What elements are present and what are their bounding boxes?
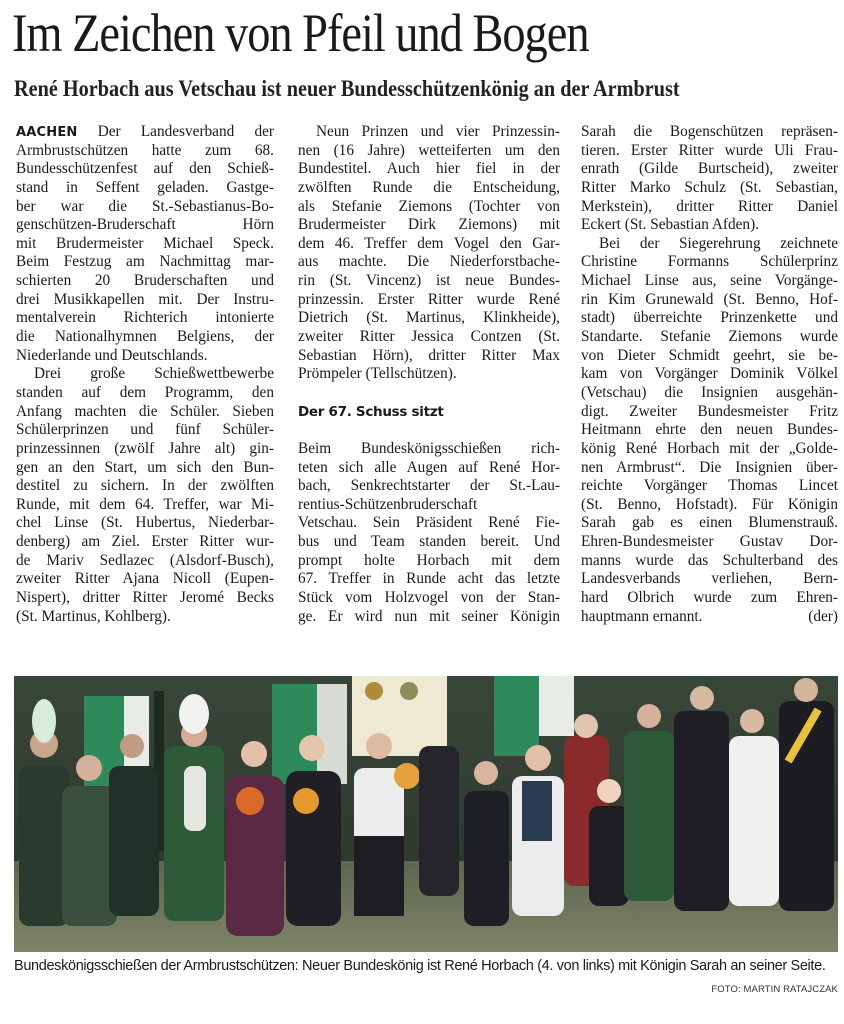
- text-line: rin (St. Vincenz) ist neue Bundes-: [298, 272, 560, 290]
- text-line: hard Olbrich wurde zum Ehren-: [581, 589, 838, 607]
- text-line: Bundestitel. Auch hier fiel in der: [298, 160, 560, 178]
- text-line: Runde, mit dem 64. Treffer, war Mi-: [16, 495, 274, 513]
- text-line: Prömpeler (Tellschützen).: [298, 365, 457, 383]
- author-tag: (der): [808, 607, 838, 625]
- text-line: Ehren-Bundesmeister Gustav Dor-: [581, 533, 838, 551]
- text-line: Eckert (St. Sebastian Afden).: [581, 216, 759, 234]
- text-line: zwölften Runde die Entscheidung,: [298, 178, 560, 196]
- text-line: Michael Linse aus, seine Vorgänge-: [581, 272, 838, 290]
- text-line: 67. Treffer in Runde acht das letzte: [298, 570, 560, 588]
- text-line: als Stefanie Ziemons (Tochter von: [298, 197, 560, 215]
- text-line: Niederlande und Deutschlands.: [16, 346, 208, 364]
- text-line: prinzessinnen (zwölf Jahre alt) gin-: [16, 439, 274, 457]
- text-line: manns wurde das Schulterband des: [581, 551, 838, 569]
- text-line: mentalverein Richterich intonierte: [16, 309, 274, 327]
- text-line: stand in Seffent geladen. Gastge-: [16, 178, 274, 196]
- text-line: von Dieter Schmidt geehrt, sie be-: [581, 346, 838, 364]
- text-line: Heitmann ehrte den neuen Bundes-: [581, 421, 838, 439]
- text-line: kam von Vorgänger Dominik Völkel: [581, 365, 838, 383]
- text-line: Sarah gab es einen Blumenstrauß.: [581, 514, 838, 532]
- photo-caption: Bundeskönigsschießen der Armbrustschützen: Neuer Bundeskönig ist René Horbach (4. von links) mit Königin Sarah an seiner Seite.: [14, 958, 826, 974]
- text-line: schierten 20 Bruderschaften und: [16, 272, 274, 290]
- text-line: stadt) überreichte Prinzenkette und: [581, 309, 838, 327]
- text-line: Landesverbands verliehen, Bern-: [581, 570, 838, 588]
- text-line: Christine Formanns Schülerprinz: [581, 253, 838, 271]
- text-line: rentius-Schützenbruderschaft: [298, 495, 478, 513]
- text-line: nen Armbrust“. Die Insignien über-: [581, 458, 838, 476]
- text-line: destitel zu sichern. In der zwölften: [16, 477, 274, 495]
- photo-credit: FOTO: MARTIN RATAJCZAK: [711, 984, 838, 995]
- text-line: aus machte. Die Niederforstbache-: [298, 253, 560, 271]
- text-line: Sarah die Bogenschützen repräsen-: [581, 123, 838, 140]
- group-photo-illustration: [14, 676, 838, 952]
- text-line: AACHEN Der Landesverband der: [16, 123, 274, 140]
- text-line: bach, Senkrechtstarter der St.-Lau-: [298, 477, 560, 495]
- text-line: Vetschau. Sein Präsident René Fie-: [298, 514, 560, 532]
- text-line: Dietrich (St. Martinus, Klinkheide),: [298, 309, 560, 327]
- text-line: Bundesschützenfest auf den Schieß-: [16, 160, 274, 178]
- text-line-final: [581, 608, 838, 627]
- text-line: Merkstein), dritter Ritter Daniel: [581, 197, 838, 215]
- text-line: Drei große Schießwettbewerbe: [34, 365, 274, 383]
- text-line: drei Musikkapellen mit. Der Instru-: [16, 290, 274, 308]
- text-line: standen auf dem Programm, den: [16, 383, 274, 401]
- text-line: genschützen-Bruderschaft Hörn: [16, 216, 274, 234]
- section-heading: Der 67. Schuss sitzt: [298, 403, 444, 420]
- text-line: Armbrustschützen hatte zum 68.: [16, 141, 274, 159]
- text-line: gen an den Start, um sich den Bun-: [16, 458, 274, 476]
- text-line: Beim Bundeskönigsschießen rich-: [298, 439, 560, 457]
- text-line: nen (16 Jahre) wetteiferten um den: [298, 141, 560, 159]
- text-line: rin Kim Grunewald (St. Benno, Hof-: [581, 290, 838, 308]
- article-column-3: [581, 123, 838, 626]
- text-line: Stück vom Holzvogel von der Stan-: [298, 589, 560, 607]
- text-line: (St. Benno, Hofstadt). Für Königin: [581, 495, 838, 513]
- text-line: zweiter Ritter Jessica Contzen (St.: [298, 328, 560, 346]
- text-line: Neun Prinzen und vier Prinzessin-: [316, 123, 560, 140]
- group-photo: [14, 676, 838, 952]
- text-line: zweiter Ritter Ajana Nicoll (Eupen-: [16, 570, 274, 588]
- text-line: enrath (Gilde Burtscheid), zweiter: [581, 160, 838, 178]
- subheadline: René Horbach aus Vetschau ist neuer Bundesschützenkönig an der Armbrust: [14, 76, 680, 101]
- text-line: prinzessin. Erster Ritter wurde René: [298, 290, 560, 308]
- text-line: Bei der Siegerehrung zeichnete: [599, 234, 838, 252]
- text-line: prompt holte Horbach mit dem: [298, 551, 560, 569]
- text-line: Schülerprinzen und fünf Schüler-: [16, 421, 274, 439]
- dateline: AACHEN: [16, 125, 78, 140]
- text-line: reichte Vorgänger Thomas Lincet: [581, 477, 838, 495]
- text-line: (Vetschau) die Insignien ausgehän-: [581, 383, 838, 401]
- text-line: denberg) am Ziel. Erster Ritter wur-: [16, 533, 274, 551]
- text-line: digt. Zweiter Bundesmeister Fritz: [581, 402, 838, 420]
- text-line: dem 46. Treffer dem Vogel den Gar-: [298, 234, 560, 252]
- text-line: Anfang machten die Schüler. Sieben: [16, 402, 274, 420]
- text-line: (St. Martinus, Kohlberg).: [16, 607, 171, 625]
- text-line: ber war die St.-Sebastianus-Bo-: [16, 197, 274, 215]
- text-line: Brudermeister Dirk Ziemons) mit: [298, 216, 560, 234]
- text-line: bus und Team standen bereit. Und: [298, 533, 560, 551]
- text-line: könig René Horbach mit der „Golde-: [581, 439, 838, 457]
- text-line: Sebastian Hörn), dritter Ritter Max: [298, 346, 560, 364]
- text-line: Standarte. Stefanie Ziemons wurde: [581, 328, 838, 346]
- text-line: mit Brudermeister Michael Speck.: [16, 234, 274, 252]
- text-line: teten sich alle Augen auf René Hor-: [298, 458, 560, 476]
- text-line: chel Linse (St. Hubertus, Niederbar-: [16, 514, 274, 532]
- text-line: Ritter Marko Schulz (St. Sebastian,: [581, 178, 838, 196]
- text-line: ge. Er wird nun mit seiner Königin: [298, 607, 560, 625]
- text-line: Beim Festzug am Nachmittag mar-: [16, 253, 274, 271]
- text-line: de Mariv Sedlazec (Alsdorf-Busch),: [16, 551, 274, 569]
- article-column-2: [298, 123, 560, 626]
- final-text: hauptmann ernannt.: [581, 607, 703, 625]
- text-line: die Nationalhymnen Belgiens, der: [16, 328, 274, 346]
- text-line: Nispert), dritter Ritter Jeromé Becks: [16, 589, 274, 607]
- article-column-1: [16, 123, 274, 626]
- headline: Im Zeichen von Pfeil und Bogen: [12, 3, 589, 63]
- text-line: tieren. Erster Ritter wurde Uli Frau-: [581, 141, 838, 159]
